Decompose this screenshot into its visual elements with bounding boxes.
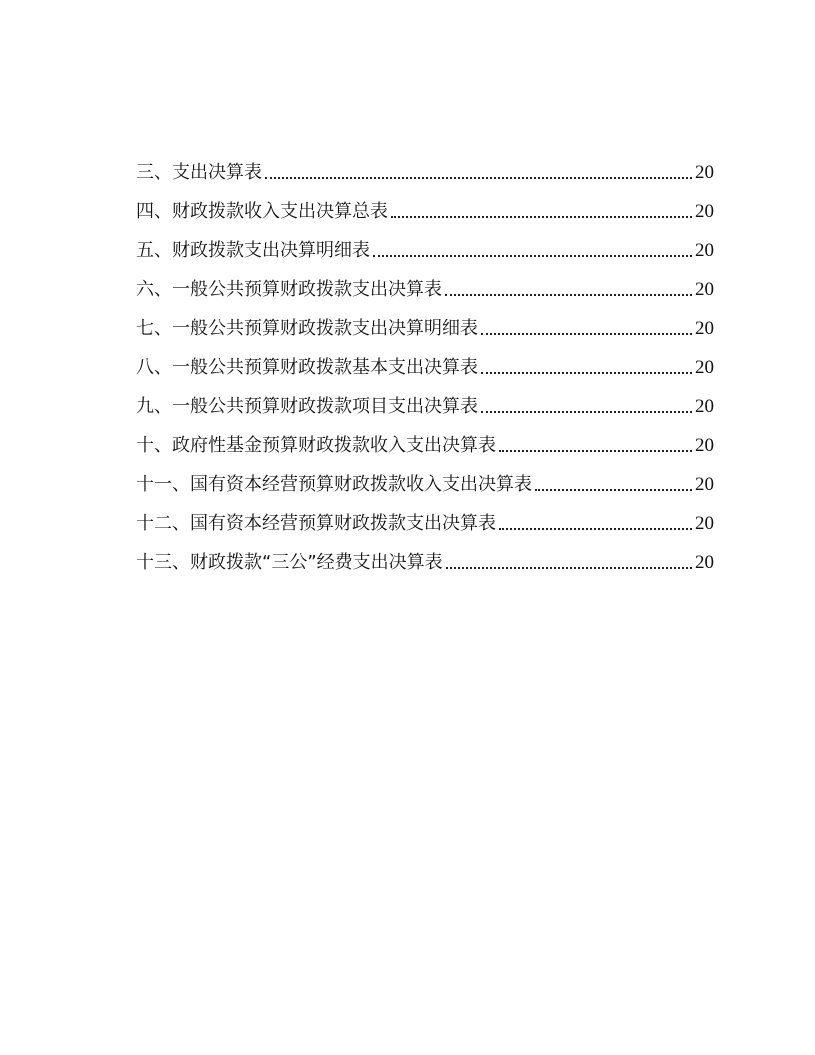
toc-entry-title: 十、政府性基金预算财政拨款收入支出决算表 [136,435,496,456]
dot-leader [391,216,692,218]
toc-entry[interactable] [136,536,714,575]
dot-leader [265,177,692,179]
toc-entry[interactable] [136,263,714,302]
toc-entry[interactable] [136,497,714,536]
toc-entry-title: 四、财政拨款收入支出决算总表 [136,201,388,222]
toc-entry-title: 三、支出决算表 [136,162,262,183]
toc-page-number: 20 [695,357,714,378]
toc-entry-title: 七、一般公共预算财政拨款支出决算明细表 [136,318,478,339]
dot-leader [535,489,692,491]
table-of-contents [136,146,714,575]
toc-entry[interactable] [136,419,714,458]
toc-entry[interactable] [136,224,714,263]
toc-page-number: 20 [695,513,714,534]
toc-entry[interactable] [136,341,714,380]
toc-page-number: 20 [695,201,714,222]
dot-leader [445,294,692,296]
toc-page-number: 20 [695,435,714,456]
toc-page-number: 20 [695,318,714,339]
toc-page-number: 20 [695,396,714,417]
toc-entry-title: 六、一般公共预算财政拨款支出决算表 [136,279,442,300]
toc-entry[interactable] [136,380,714,419]
toc-entry-title: 十三、财政拨款“三公”经费支出决算表 [136,552,443,573]
dot-leader [499,450,692,452]
toc-entry-title: 八、一般公共预算财政拨款基本支出决算表 [136,357,478,378]
dot-leader [373,255,692,257]
toc-entry[interactable] [136,185,714,224]
dot-leader [481,411,692,413]
dot-leader [481,333,692,335]
toc-entry[interactable] [136,302,714,341]
dot-leader [446,567,692,569]
toc-entry[interactable] [136,146,714,185]
toc-page-number: 20 [695,279,714,300]
toc-page-number: 20 [695,240,714,261]
toc-entry-title: 五、财政拨款支出决算明细表 [136,240,370,261]
dot-leader [499,528,692,530]
dot-leader [481,372,692,374]
toc-entry-title: 十一、国有资本经营预算财政拨款收入支出决算表 [136,474,532,495]
toc-entry-title: 九、一般公共预算财政拨款项目支出决算表 [136,396,478,417]
toc-page-number: 20 [695,474,714,495]
toc-entry-title: 十二、国有资本经营预算财政拨款支出决算表 [136,513,496,534]
toc-page-number: 20 [695,552,714,573]
toc-entry[interactable] [136,458,714,497]
toc-page-number: 20 [695,162,714,183]
